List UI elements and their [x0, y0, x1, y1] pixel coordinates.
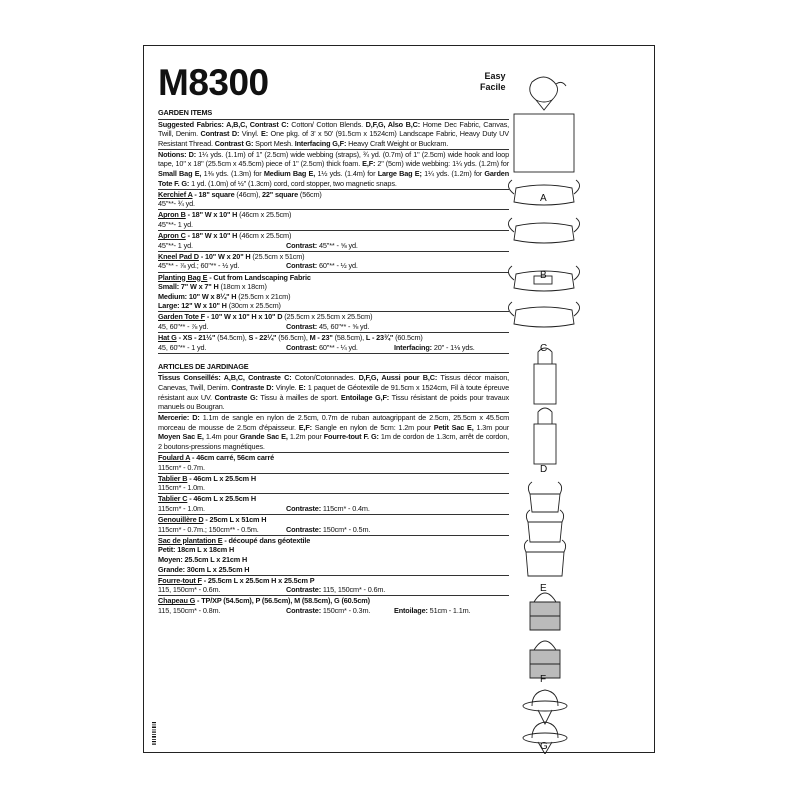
- yardage-text: [158, 108, 509, 616]
- item-chapeau-fr: Chapeau G - TP/XP (54.5cm), P (56.5cm), M (58.5cm), G (60.5cm) 115, 150cm* - 0.8m. Contraste: 150cm* - 0.3m. Entoilage: 51cm - 1.1m.: [158, 596, 471, 615]
- item-foulard-fr: Foulard A - 46cm carré, 56cm carré 115cm* - 0.7m.: [158, 453, 509, 474]
- item-kneel-pad-en: Kneel Pad D - 10" W x 20" H (25.5cm x 51cm) 45"** - ⅞ yd.; 60"** - ½ yd. Contrast: 60"** - ½ yd.: [158, 252, 509, 273]
- item-apron-c-en: Apron C - 18" W x 10" H (46cm x 25.5cm) 45"**- 1 yd. Contrast: 45"** - ⅝ yd.: [158, 231, 509, 252]
- item-kerchief-en: Kerchief A - 18" square (46cm), 22" square (56cm) 45"**- ¾ yd.: [158, 190, 509, 211]
- kneel-pad-d-icon: [534, 348, 556, 464]
- notions-fr: Mercerie: D: 1.1m de sangle en nylon de 2.5cm, 0.7m de ruban autoagrippant de 2.5cm, 25.5cm x 45.5cm morceau de mousse de 2.5cm d'épaisseur. E,F: Sangle en nylon de 5cm: 1.2m pour Petit Sac E, 1.3m pour Moyen Sac E, 1.4m pour Grande Sac E, 1.2m pour Fourre-tout F. G: 1m de cordon de 1.3cm, arrêt de cordon, 2 boutons-pressions magnétiques.: [158, 413, 509, 453]
- view-label-f: F: [540, 674, 547, 685]
- barcode-strip: [152, 722, 156, 746]
- garden-tote-f-icon: [530, 593, 560, 678]
- item-apron-b-en: Apron B - 18" W x 10" H (46cm x 25.5cm) 45"**- 1 yd.: [158, 210, 509, 231]
- pattern-envelope-back: [143, 45, 655, 753]
- pattern-number: M8300: [158, 62, 269, 103]
- item-hat-en: Hat G - XS - 21½" (54.5cm), S - 22¼" (56.5cm), M - 23" (58.5cm), L - 23¾" (60.5cm) 45, 60"** - 1 yd. Contrast: 60"** - ¼ yd. Interfacing: 20" - 1⅛ yds.: [158, 333, 509, 354]
- view-label-c: C: [540, 343, 548, 354]
- view-label-e: E: [540, 583, 547, 594]
- item-genouillere-fr: Genouillère D - 25cm L x 51cm H 115cm* - 0.7m.; 150cm** - 0.5m. Contraste: 150cm* - 0.5m.: [158, 515, 509, 536]
- kerchief-a-icon: [514, 77, 574, 172]
- item-tote-en: Garden Tote F - 10" W x 10" H x 10" D (25.5cm x 25.5cm x 25.5cm) 45, 60"** - ⅞ yd. Contrast: 45, 60"** - ⅝ yd.: [158, 312, 509, 333]
- item-tablier-b-fr: Tablier B - 46cm L x 25.5cm H 115cm* - 1.0m.: [158, 474, 509, 495]
- view-label-a: A: [540, 193, 547, 204]
- section-title-en: GARDEN ITEMS: [158, 108, 509, 120]
- view-label-d: D: [540, 464, 548, 475]
- section-title-fr: ARTICLES DE JARDINAGE: [158, 362, 509, 374]
- view-label-g: G: [540, 741, 548, 752]
- item-fourre-tout-fr: Fourre-tout F - 25.5cm L x 25.5cm H x 25.5cm P 115, 150cm* - 0.6m. Contraste: 115, 150cm* - 0.6m.: [158, 576, 509, 597]
- item-sac-plantation-fr: Sac de plantation E - découpé dans géotextile Petit: 18cm L x 18cm H Moyen: 25.5cm L x 21cm H Grande: 30cm L x 25.5cm H: [158, 536, 509, 576]
- item-tablier-c-fr: Tablier C - 46cm L x 25.5cm H 115cm* - 1.0m. Contraste: 115cm* - 0.4m.: [158, 494, 509, 515]
- difficulty-label: Easy Facile: [480, 71, 506, 92]
- apron-b-icon: [508, 180, 579, 243]
- fabrics-en: Suggested Fabrics: A,B,C, Contrast C: Cotton/ Cotton Blends. D,F,G, Also B,C: Home Dec Fabric, Canvas, Twill, Denim. Contrast D: Vinyl. E: One pkg. of 3' x 50' (91.5cm x 1524cm) Landscape Fabric, Heavy Duty UV Resistant Thread. Contrast G: Sport Mesh. Interfacing G,F: Heavy Craft Weight or Buckram.: [158, 120, 509, 150]
- item-planting-bag-en: Planting Bag E - Cut from Landscaping Fabric Small: 7" W x 7" H (18cm x 18cm) Medium: 10" W x 8¼" H (25.5cm x 21cm) Large: 12" W x 10" H (30cm x 25.5cm): [158, 273, 509, 313]
- view-illustrations: [504, 64, 654, 754]
- fabrics-fr: Tissus Conseillés: A,B,C, Contraste C: Coton/Cotonnades. D,F,G, Aussi pour B,C: Tissus décor maison, Canevas, Twill, Denim. Contraste D: Vinyle. E: 1 paquet de Géotextile de 91.5cm x 1524cm, Fil à toute épreuve résistant aux UV. Contraste G: Tissu à mailles de sport. Entoilage G,F: Tissu résistant de poids pour travaux manuels ou Bougran.: [158, 373, 509, 413]
- notions-en: Notions: D: 1¼ yds. (1.1m) of 1" (2.5cm) wide webbing (straps), ¾ yd. (0.7m) of 1" (2.5cm) wide hook and loop tape, 10" x 18" (25.5cm x 45.5cm) piece of 1" (2.5cm) thick foam. E,F: 2" (5cm) wide webbing: 1¼ yds. (1.2m) for Small Bag E, 1⅜ yds. (1.3m) for Medium Bag E, 1½ yds. (1.4m) for Large Bag E; 1¼ yds. (1.2m) for Garden Tote F. G: 1 yd. (1.0m) of ½" (1.3cm) cord, cord stopper, two magnetic snaps.: [158, 150, 509, 190]
- view-label-b: B: [540, 270, 547, 281]
- planting-bag-e-icon: [524, 482, 565, 576]
